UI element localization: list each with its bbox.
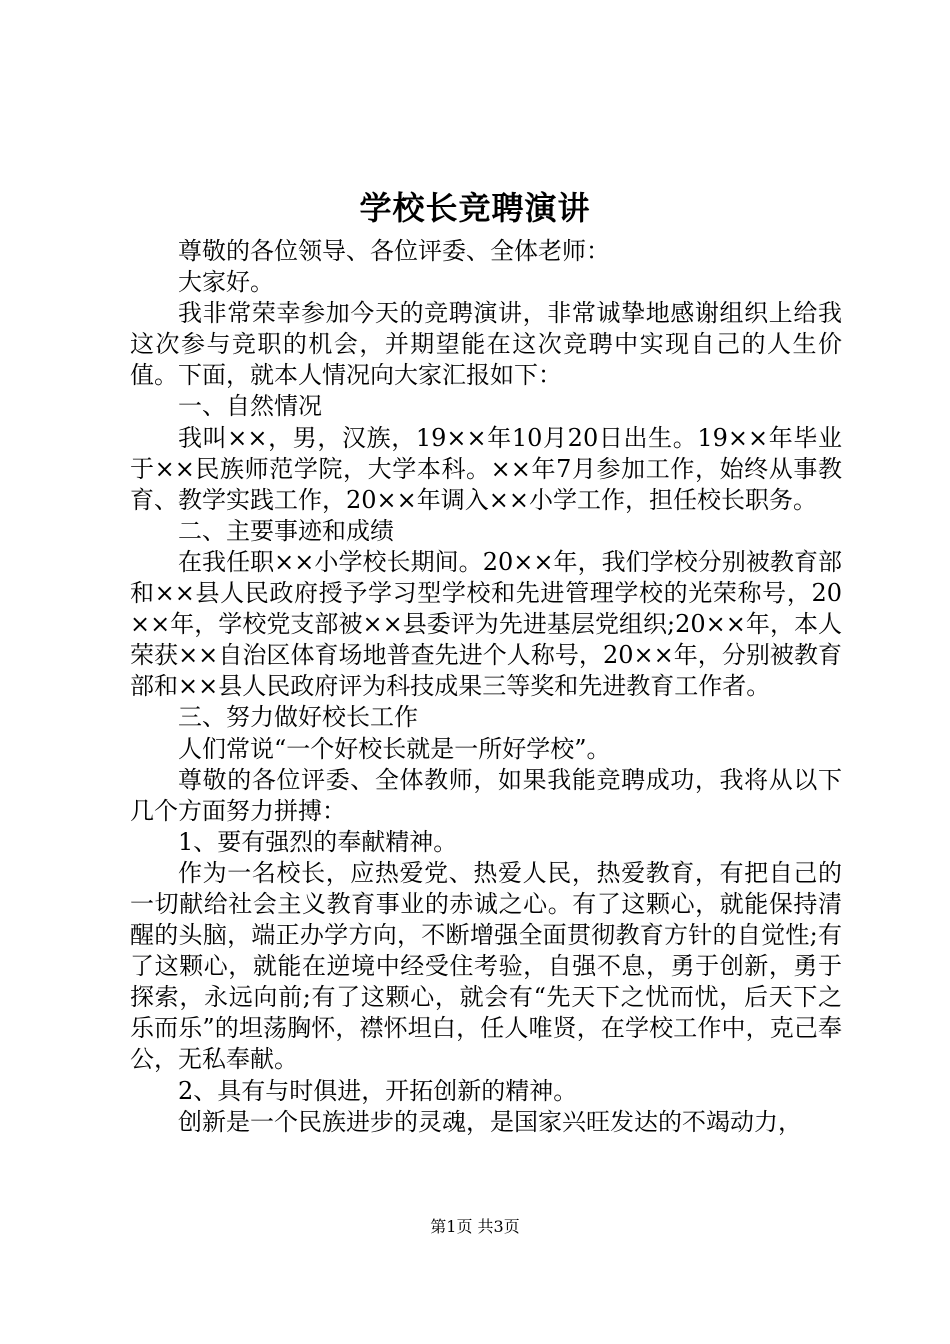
document-title: 学校长竞聘演讲 bbox=[359, 189, 591, 227]
page-footer: 第1页 共3页 bbox=[430, 1217, 520, 1236]
paragraph: 尊敬的各位评委、全体教师，如果我能竞聘成功，我将从以下几个方面努力拼搏： bbox=[130, 765, 842, 825]
paragraph: 人们常说“一个好校长就是一所好学校”。 bbox=[178, 734, 611, 763]
paragraph: 我叫××，男，汉族，19××年10月20日出生。19××年毕业于××民族师范学院，大学本科。××年7月参加工作，始终从事教育、教学实践工作，20××年调入××小学工作，担任校长职务。 bbox=[130, 423, 842, 514]
subsection-heading: 1、要有强烈的奉献精神。 bbox=[178, 827, 458, 856]
section-heading: 一、自然情况 bbox=[178, 392, 322, 421]
paragraph: 我非常荣幸参加今天的竞聘演讲，非常诚挚地感谢组织上给我这次参与竞职的机会，并期望能在这次竞聘中实现自己的人生价值。下面，就本人情况向大家汇报如下： bbox=[130, 299, 842, 390]
subsection-heading: 2、具有与时俱进，开拓创新的精神。 bbox=[178, 1076, 578, 1105]
document-body bbox=[130, 236, 842, 1138]
section-heading: 三、努力做好校长工作 bbox=[178, 703, 418, 732]
section-heading: 二、主要事迹和成绩 bbox=[178, 516, 394, 545]
paragraph: 作为一名校长，应热爱党、热爱人民，热爱教育，有把自己的一切献给社会主义教育事业的赤诚之心。有了这颗心，就能保持清醒的头脑，端正办学方向，不断增强全面贯彻教育方针的自觉性;有了这颗心，就能在逆境中经受住考验，自强不息，勇于创新，勇于探索，永远向前;有了这颗心，就会有“先天下之忧而忧，后天下之乐而乐”的坦荡胸怀，襟怀坦白，任人唯贤，在学校工作中，克己奉公，无私奉献。 bbox=[130, 858, 842, 1074]
paragraph: 在我任职××小学校长期间。20××年，我们学校分别被教育部和××县人民政府授予学习型学校和先进管理学校的光荣称号，20××年，学校党支部被××县委评为先进基层党组织;20××年，本人荣获××自治区体育场地普查先进个人称号，20××年，分别被教育部和××县人民政府评为科技成果三等奖和先进教育工作者。 bbox=[130, 547, 842, 701]
paragraph: 创新是一个民族进步的灵魂，是国家兴旺发达的不竭动力， bbox=[178, 1107, 802, 1136]
paragraph: 大家好。 bbox=[178, 268, 274, 297]
paragraph: 尊敬的各位领导、各位评委、全体老师： bbox=[178, 237, 610, 265]
